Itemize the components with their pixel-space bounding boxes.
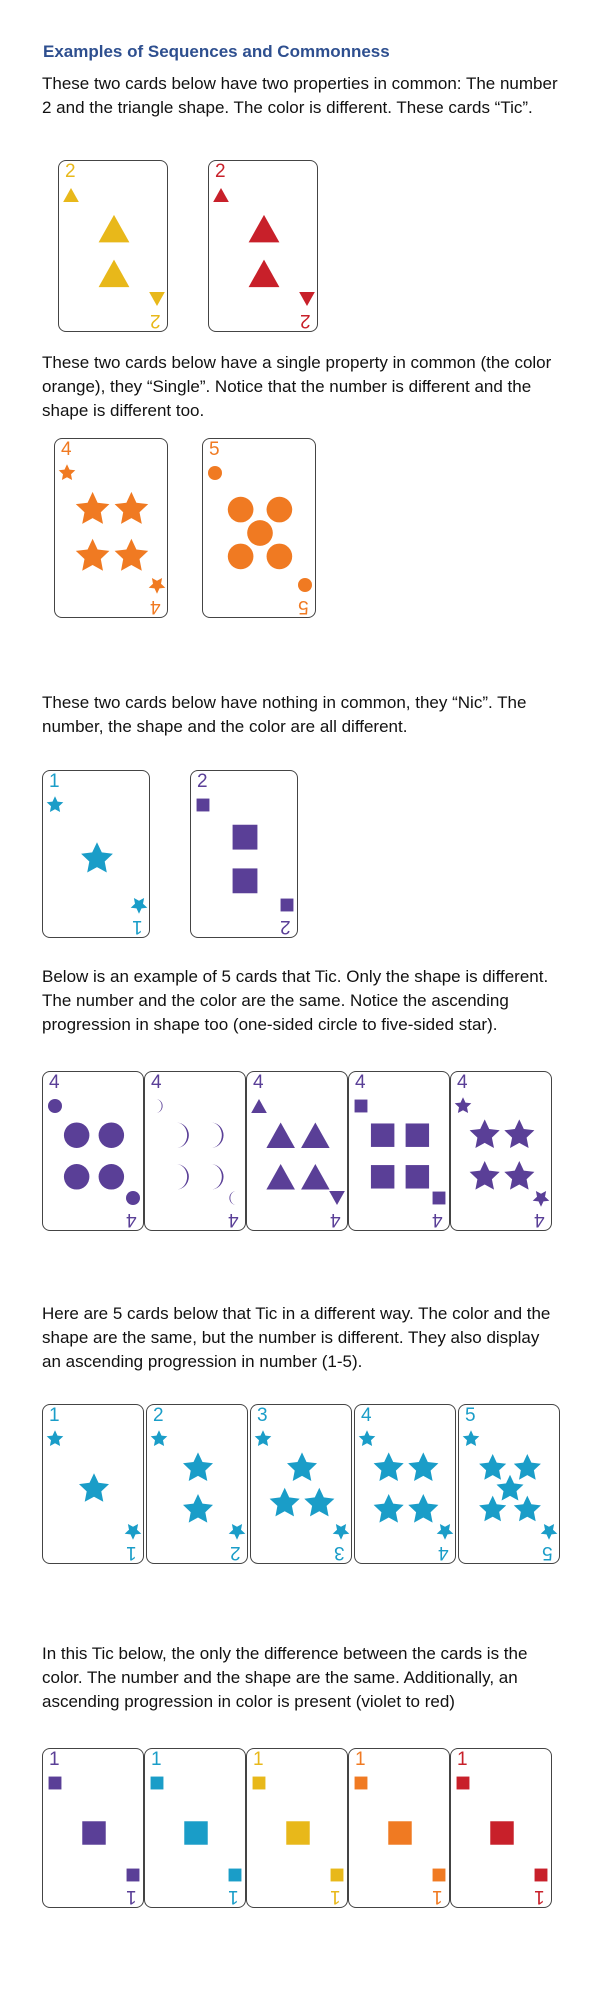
card <box>202 438 316 618</box>
star-icon <box>149 578 166 594</box>
circle-icon <box>99 1122 125 1148</box>
star-icon <box>514 1454 541 1480</box>
card <box>144 1748 246 1908</box>
star-icon <box>229 1524 246 1540</box>
square-icon <box>457 1777 470 1790</box>
triangle-icon <box>329 1191 345 1205</box>
circle-icon <box>298 578 312 592</box>
card <box>42 770 150 938</box>
star-icon <box>255 1430 272 1446</box>
card-face <box>349 1749 450 1908</box>
circle-icon <box>48 1099 62 1113</box>
star-icon <box>76 492 110 524</box>
star-icon <box>151 1430 168 1446</box>
card-face <box>247 1749 348 1908</box>
square-icon <box>253 1777 266 1790</box>
card-face <box>451 1072 552 1231</box>
card-number-inverted: 1 <box>330 1886 341 1907</box>
star-icon <box>131 898 148 914</box>
square-icon <box>233 825 258 850</box>
card-number-inverted: 1 <box>432 1886 443 1907</box>
star-icon <box>47 796 64 812</box>
star-icon <box>79 1473 109 1502</box>
square-icon <box>281 899 294 912</box>
card-face <box>247 1072 348 1231</box>
star-icon <box>76 539 110 571</box>
star-icon <box>304 1488 334 1517</box>
card-number: 2 <box>65 161 76 182</box>
card-number-inverted: 1 <box>534 1886 545 1907</box>
triangle-icon <box>301 1122 330 1148</box>
card <box>458 1404 560 1564</box>
card <box>250 1404 352 1564</box>
square-icon <box>233 868 258 893</box>
card-face <box>145 1749 246 1908</box>
square-icon <box>355 1100 368 1113</box>
card-number-inverted: 4 <box>534 1209 545 1230</box>
star-icon <box>47 1430 64 1446</box>
paragraph-tic-two-properties: These two cards below have two properties in common: The number 2 and the triangle shape. The color is different. These cards “Tic”. <box>42 74 558 117</box>
star-icon <box>533 1191 550 1207</box>
triangle-icon <box>249 260 280 288</box>
card-face <box>147 1405 248 1564</box>
card-face <box>355 1405 456 1564</box>
circle-icon <box>99 1164 125 1190</box>
card <box>42 1748 144 1908</box>
card-number: 4 <box>49 1072 60 1093</box>
circle-icon <box>267 497 293 523</box>
star-icon <box>374 1494 404 1523</box>
card-number-inverted: 4 <box>126 1209 137 1230</box>
square-icon <box>535 1869 548 1882</box>
star-icon <box>470 1161 500 1190</box>
card-number: 4 <box>151 1072 162 1093</box>
card-number-inverted: 4 <box>438 1542 449 1563</box>
square-icon <box>151 1777 164 1790</box>
crescent-icon <box>156 1099 163 1113</box>
card-number-inverted: 5 <box>298 596 309 617</box>
card-number: 2 <box>197 771 208 792</box>
card-number: 4 <box>457 1072 468 1093</box>
triangle-icon <box>266 1122 295 1148</box>
star-icon <box>408 1494 438 1523</box>
circle-icon <box>247 520 273 546</box>
triangle-icon <box>251 1099 267 1113</box>
card-number-inverted: 1 <box>132 916 143 937</box>
card-number: 2 <box>153 1405 164 1426</box>
star-icon <box>270 1488 300 1517</box>
page-title: Examples of Sequences and Commonness <box>43 42 390 61</box>
square-icon <box>82 1821 105 1844</box>
square-icon <box>433 1869 446 1882</box>
circle-icon <box>228 497 254 523</box>
triangle-icon <box>63 188 79 202</box>
card-face <box>43 1072 144 1231</box>
card-number: 3 <box>257 1405 268 1426</box>
crescent-icon <box>229 1191 236 1205</box>
card-face <box>145 1072 246 1231</box>
square-icon <box>127 1869 140 1882</box>
star-icon <box>504 1119 534 1148</box>
card-number: 1 <box>457 1749 468 1770</box>
card-number: 4 <box>355 1072 366 1093</box>
circle-icon <box>126 1191 140 1205</box>
triangle-icon <box>149 292 165 306</box>
triangle-icon <box>299 292 315 306</box>
crescent-icon <box>211 1122 224 1148</box>
card <box>354 1404 456 1564</box>
card-face <box>43 1749 144 1908</box>
card-number-inverted: 2 <box>300 310 311 331</box>
paragraph-nic-nothing-common: These two cards below have nothing in common, they “Nic”. The number, the shape and the color are all different. <box>42 693 527 736</box>
paragraph-tic-number-progression: Here are 5 cards below that Tic in a different way. The color and the shape are the same, but the number is different. They also display an ascending progression in number (1-5). <box>42 1304 551 1371</box>
card <box>42 1404 144 1564</box>
card-face <box>349 1072 450 1231</box>
card <box>450 1748 552 1908</box>
star-icon <box>333 1524 350 1540</box>
card-number: 2 <box>215 161 226 182</box>
card-face <box>59 161 168 332</box>
card-number: 4 <box>361 1405 372 1426</box>
square-icon <box>406 1123 429 1146</box>
card <box>42 1071 144 1231</box>
square-icon <box>184 1821 207 1844</box>
card-face <box>43 1405 144 1564</box>
paragraph-tic-color-progression: In this Tic below, the only the difference between the cards is the color. The number and the shape are the same. Additionally, an ascending progression in color is present (violet to red) <box>42 1644 528 1711</box>
card-face <box>209 161 318 332</box>
card-face <box>451 1749 552 1908</box>
card-number: 1 <box>49 1749 60 1770</box>
triangle-icon <box>99 215 130 243</box>
card-number-inverted: 4 <box>432 1209 443 1230</box>
card <box>348 1748 450 1908</box>
card-number: 1 <box>253 1749 264 1770</box>
card-face <box>191 771 298 938</box>
card-number: 1 <box>355 1749 366 1770</box>
card <box>246 1071 348 1231</box>
card-face <box>43 771 150 938</box>
star-icon <box>437 1524 454 1540</box>
triangle-icon <box>301 1164 330 1190</box>
card-number-inverted: 1 <box>126 1542 137 1563</box>
card <box>190 770 298 938</box>
circle-icon <box>64 1164 90 1190</box>
card-number: 1 <box>49 1405 60 1426</box>
square-icon <box>49 1777 62 1790</box>
crescent-icon <box>211 1164 224 1190</box>
star-icon <box>463 1430 480 1446</box>
card <box>450 1071 552 1231</box>
star-icon <box>125 1524 142 1540</box>
square-icon <box>229 1869 242 1882</box>
card-number-inverted: 4 <box>330 1209 341 1230</box>
crescent-icon <box>176 1122 189 1148</box>
square-icon <box>371 1123 394 1146</box>
card-number: 5 <box>465 1405 476 1426</box>
circle-icon <box>64 1122 90 1148</box>
star-icon <box>115 539 149 571</box>
star-icon <box>408 1452 438 1481</box>
card-number-inverted: 3 <box>334 1542 345 1563</box>
star-icon <box>541 1524 558 1540</box>
star-icon <box>504 1161 534 1190</box>
card-number-inverted: 1 <box>126 1886 137 1907</box>
card-number-inverted: 4 <box>150 596 161 617</box>
card <box>208 160 318 332</box>
square-icon <box>406 1165 429 1188</box>
card-number: 4 <box>61 439 72 460</box>
star-icon <box>183 1494 213 1523</box>
square-icon <box>388 1821 411 1844</box>
star-icon <box>287 1452 317 1481</box>
card <box>58 160 168 332</box>
card-number-inverted: 4 <box>228 1209 239 1230</box>
card-number-inverted: 1 <box>228 1886 239 1907</box>
card-face <box>203 439 316 618</box>
star-icon <box>59 464 76 480</box>
star-icon <box>479 1454 506 1480</box>
circle-icon <box>208 466 222 480</box>
star-icon <box>359 1430 376 1446</box>
circle-icon <box>267 544 293 570</box>
card-number: 4 <box>253 1072 264 1093</box>
card <box>144 1071 246 1231</box>
card-face <box>251 1405 352 1564</box>
card <box>348 1071 450 1231</box>
circle-icon <box>228 544 254 570</box>
square-icon <box>371 1165 394 1188</box>
triangle-icon <box>99 260 130 288</box>
square-icon <box>286 1821 309 1844</box>
paragraph-single-property: These two cards below have a single property in common (the color orange), they “Single”. Notice that the number is different and the shape is different too. <box>42 353 552 420</box>
star-icon <box>183 1452 213 1481</box>
paragraph-tic-shape-progression: Below is an example of 5 cards that Tic. Only the shape is different. The number and the color are the same. Notice the ascending progression in shape too (one-sided circle to five-sided star). <box>42 967 549 1034</box>
card-number-inverted: 5 <box>542 1542 553 1563</box>
crescent-icon <box>176 1164 189 1190</box>
square-icon <box>355 1777 368 1790</box>
star-icon <box>81 842 113 872</box>
card-number: 5 <box>209 439 220 460</box>
triangle-icon <box>213 188 229 202</box>
card-number-inverted: 2 <box>280 916 291 937</box>
square-icon <box>331 1869 344 1882</box>
square-icon <box>490 1821 513 1844</box>
card-number: 1 <box>49 771 60 792</box>
square-icon <box>197 799 210 812</box>
star-icon <box>374 1452 404 1481</box>
triangle-icon <box>249 215 280 243</box>
card-face <box>459 1405 560 1564</box>
card-face <box>55 439 168 618</box>
card-number-inverted: 2 <box>150 310 161 331</box>
star-icon <box>115 492 149 524</box>
star-icon <box>455 1097 472 1113</box>
card-number: 1 <box>151 1749 162 1770</box>
card <box>246 1748 348 1908</box>
card <box>146 1404 248 1564</box>
card <box>54 438 168 618</box>
star-icon <box>470 1119 500 1148</box>
square-icon <box>433 1192 446 1205</box>
triangle-icon <box>266 1164 295 1190</box>
card-number-inverted: 2 <box>230 1542 241 1563</box>
